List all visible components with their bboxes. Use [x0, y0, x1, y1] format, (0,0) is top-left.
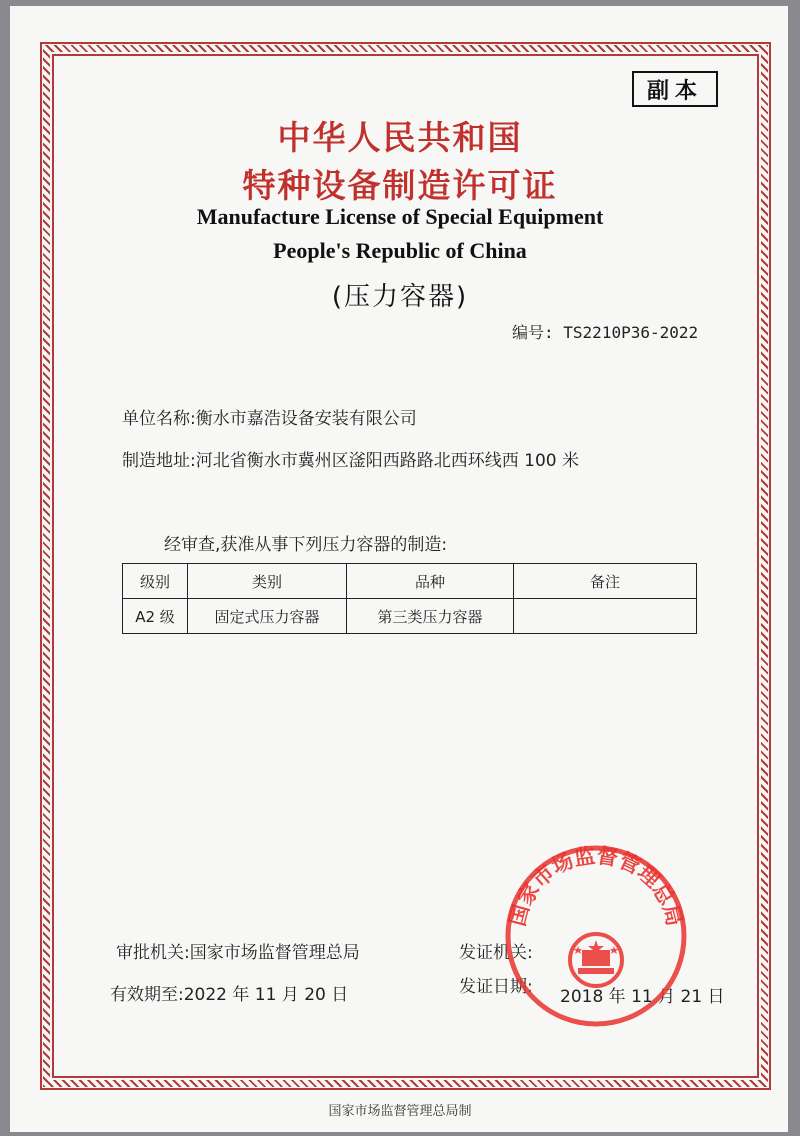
- maker-note: 国家市场监督管理总局制: [328, 1104, 472, 1119]
- approval-label: 审批机关:: [116, 943, 190, 963]
- validity-value: 2022 年 11 月 20 日: [183, 985, 349, 1005]
- header-remarks: 备注: [514, 564, 697, 599]
- header-variety: 品种: [347, 564, 514, 599]
- header-category: 类别: [188, 564, 347, 599]
- official-seal-icon: [502, 842, 690, 1030]
- cell-variety: 第三类压力容器: [347, 599, 514, 634]
- scope-intro: 经审查,获准从事下列压力容器的制造:: [164, 535, 448, 555]
- address-field: [122, 446, 579, 471]
- license-number: [512, 320, 698, 343]
- issuing-authority-label: 发证机关:: [459, 943, 533, 963]
- cell-remarks: [514, 599, 697, 634]
- title-en-line2: People's Republic of China: [273, 238, 527, 263]
- cell-grade: A2 级: [123, 599, 188, 634]
- unit-name-field: [122, 404, 417, 429]
- issue-date-label: 发证日期:: [459, 977, 533, 997]
- address-label: 制造地址:: [122, 451, 196, 471]
- table-row: [123, 599, 697, 634]
- national-emblem-icon: [570, 934, 622, 986]
- title-cn-line2: 特种设备制造许可证: [242, 166, 558, 205]
- unit-name-value: 衡水市嘉浩设备安装有限公司: [195, 409, 417, 429]
- validity-label: 有效期至:: [110, 985, 184, 1005]
- copy-mark: 副本: [632, 71, 718, 107]
- license-subtype: (压力容器): [331, 282, 469, 312]
- validity: [110, 980, 348, 1005]
- unit-name-label: 单位名称:: [122, 409, 196, 429]
- table-header-row: [123, 564, 697, 599]
- seal-text: 国家市场监督管理总局: [505, 843, 687, 929]
- issue-date-value: 2018 年 11 月 21 日: [560, 987, 725, 1007]
- license-number-value: TS2210P36-2022: [563, 323, 699, 342]
- cell-category: 固定式压力容器: [188, 599, 347, 634]
- address-value: 河北省衡水市冀州区滏阳西路路北西环线西 100 米: [195, 451, 579, 471]
- approval-value: 国家市场监督管理总局: [189, 943, 360, 963]
- license-number-label: 编号:: [512, 323, 554, 342]
- approval-authority: [116, 938, 360, 963]
- title-en-line1: Manufacture License of Special Equipment: [196, 204, 604, 229]
- scope-table: [122, 563, 697, 634]
- header-grade: 级别: [123, 564, 188, 599]
- title-cn-line1: 中华人民共和国: [277, 118, 523, 157]
- svg-text:国家市场监督管理总局: [505, 844, 686, 929]
